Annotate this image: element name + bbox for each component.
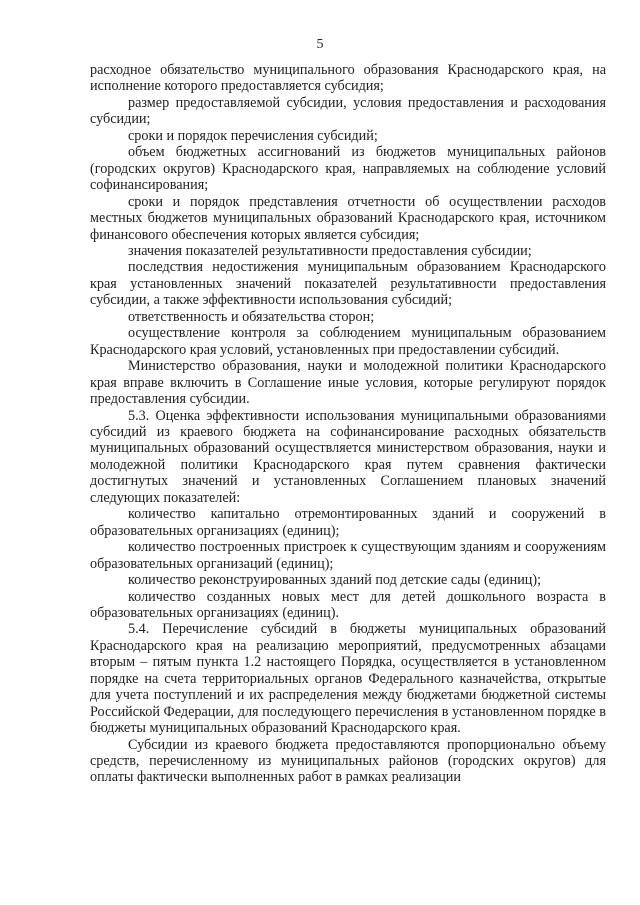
paragraph: 5.3. Оценка эффективности использования муниципальными образованиями субсидий из краевого бюджета на софинансирование расходных обязательств муниципальных образований осуществляется министерством образования, науки и молодежной политики Краснодарского края путем сравнения фактически достигнутых значений и установленных Соглашением плановых значений следующих показателей: bbox=[90, 407, 606, 506]
paragraph: осуществление контроля за соблюдением муниципальным образованием Краснодарского края условий, установленных при предоставлении субсидий. bbox=[90, 325, 606, 358]
paragraph: количество реконструированных зданий под детские сады (единиц); bbox=[128, 572, 542, 589]
paragraph: количество капитально отремонтированных зданий и сооружений в образовательных организациях (единиц); bbox=[90, 506, 606, 539]
paragraph: 5.4. Перечисление субсидий в бюджеты муниципальных образований Краснодарского края на реализацию мероприятий, предусмотренных абзацами вторым – пятым пункта 1.2 настоящего Порядка, осуществляется в установленном порядке на счета территориальных органов Федерального казначейства, открытые для учета поступлений и их распределения между бюджетами бюджетной системы Российской Федерации, для последующего перечисления в установленном порядке в бюджеты муниципальных образований Краснодарского края. bbox=[90, 621, 606, 737]
paragraph: значения показателей результативности предоставления субсидии; bbox=[128, 242, 532, 259]
page-number: 5 bbox=[316, 37, 324, 52]
paragraph: последствия недостижения муниципальным образованием Краснодарского края установленных значений показателей результативности предоставления субсидии, а также эффективности использования субсидий; bbox=[90, 259, 606, 309]
paragraph: количество построенных пристроек к существующим зданиям и сооружениям образовательных организаций (единиц); bbox=[90, 539, 606, 572]
paragraph: расходное обязательство муниципального образования Краснодарского края, на исполнение которого предоставляется субсидия; bbox=[90, 62, 606, 95]
paragraph: ответственность и обязательства сторон; bbox=[128, 308, 375, 325]
paragraph: объем бюджетных ассигнований из бюджетов муниципальных районов (городских округов) Краснодарского края, направляемых на соблюдение условий софинансирования; bbox=[90, 144, 606, 194]
paragraph: Субсидии из краевого бюджета предоставляются пропорционально объему средств, перечисленному из муниципальных районов (городских округов) для оплаты фактически выполненных работ в рамках реализации bbox=[90, 736, 606, 786]
paragraph: Министерство образования, науки и молодежной политики Краснодарского края вправе включить в Соглашение иные условия, которые регулируют порядок предоставления субсидии. bbox=[90, 358, 606, 408]
paragraph: сроки и порядок представления отчетности об осуществлении расходов местных бюджетов муниципальных образований Краснодарского края, источником финансового обеспечения которых является субсидия; bbox=[90, 193, 606, 243]
document-body bbox=[90, 62, 606, 786]
paragraph: количество созданных новых мест для детей дошкольного возраста в образовательных организациях (единиц). bbox=[90, 588, 606, 621]
paragraph: размер предоставляемой субсидии, условия предоставления и расходования субсидии; bbox=[90, 94, 606, 128]
paragraph: сроки и порядок перечисления субсидий; bbox=[128, 127, 378, 144]
